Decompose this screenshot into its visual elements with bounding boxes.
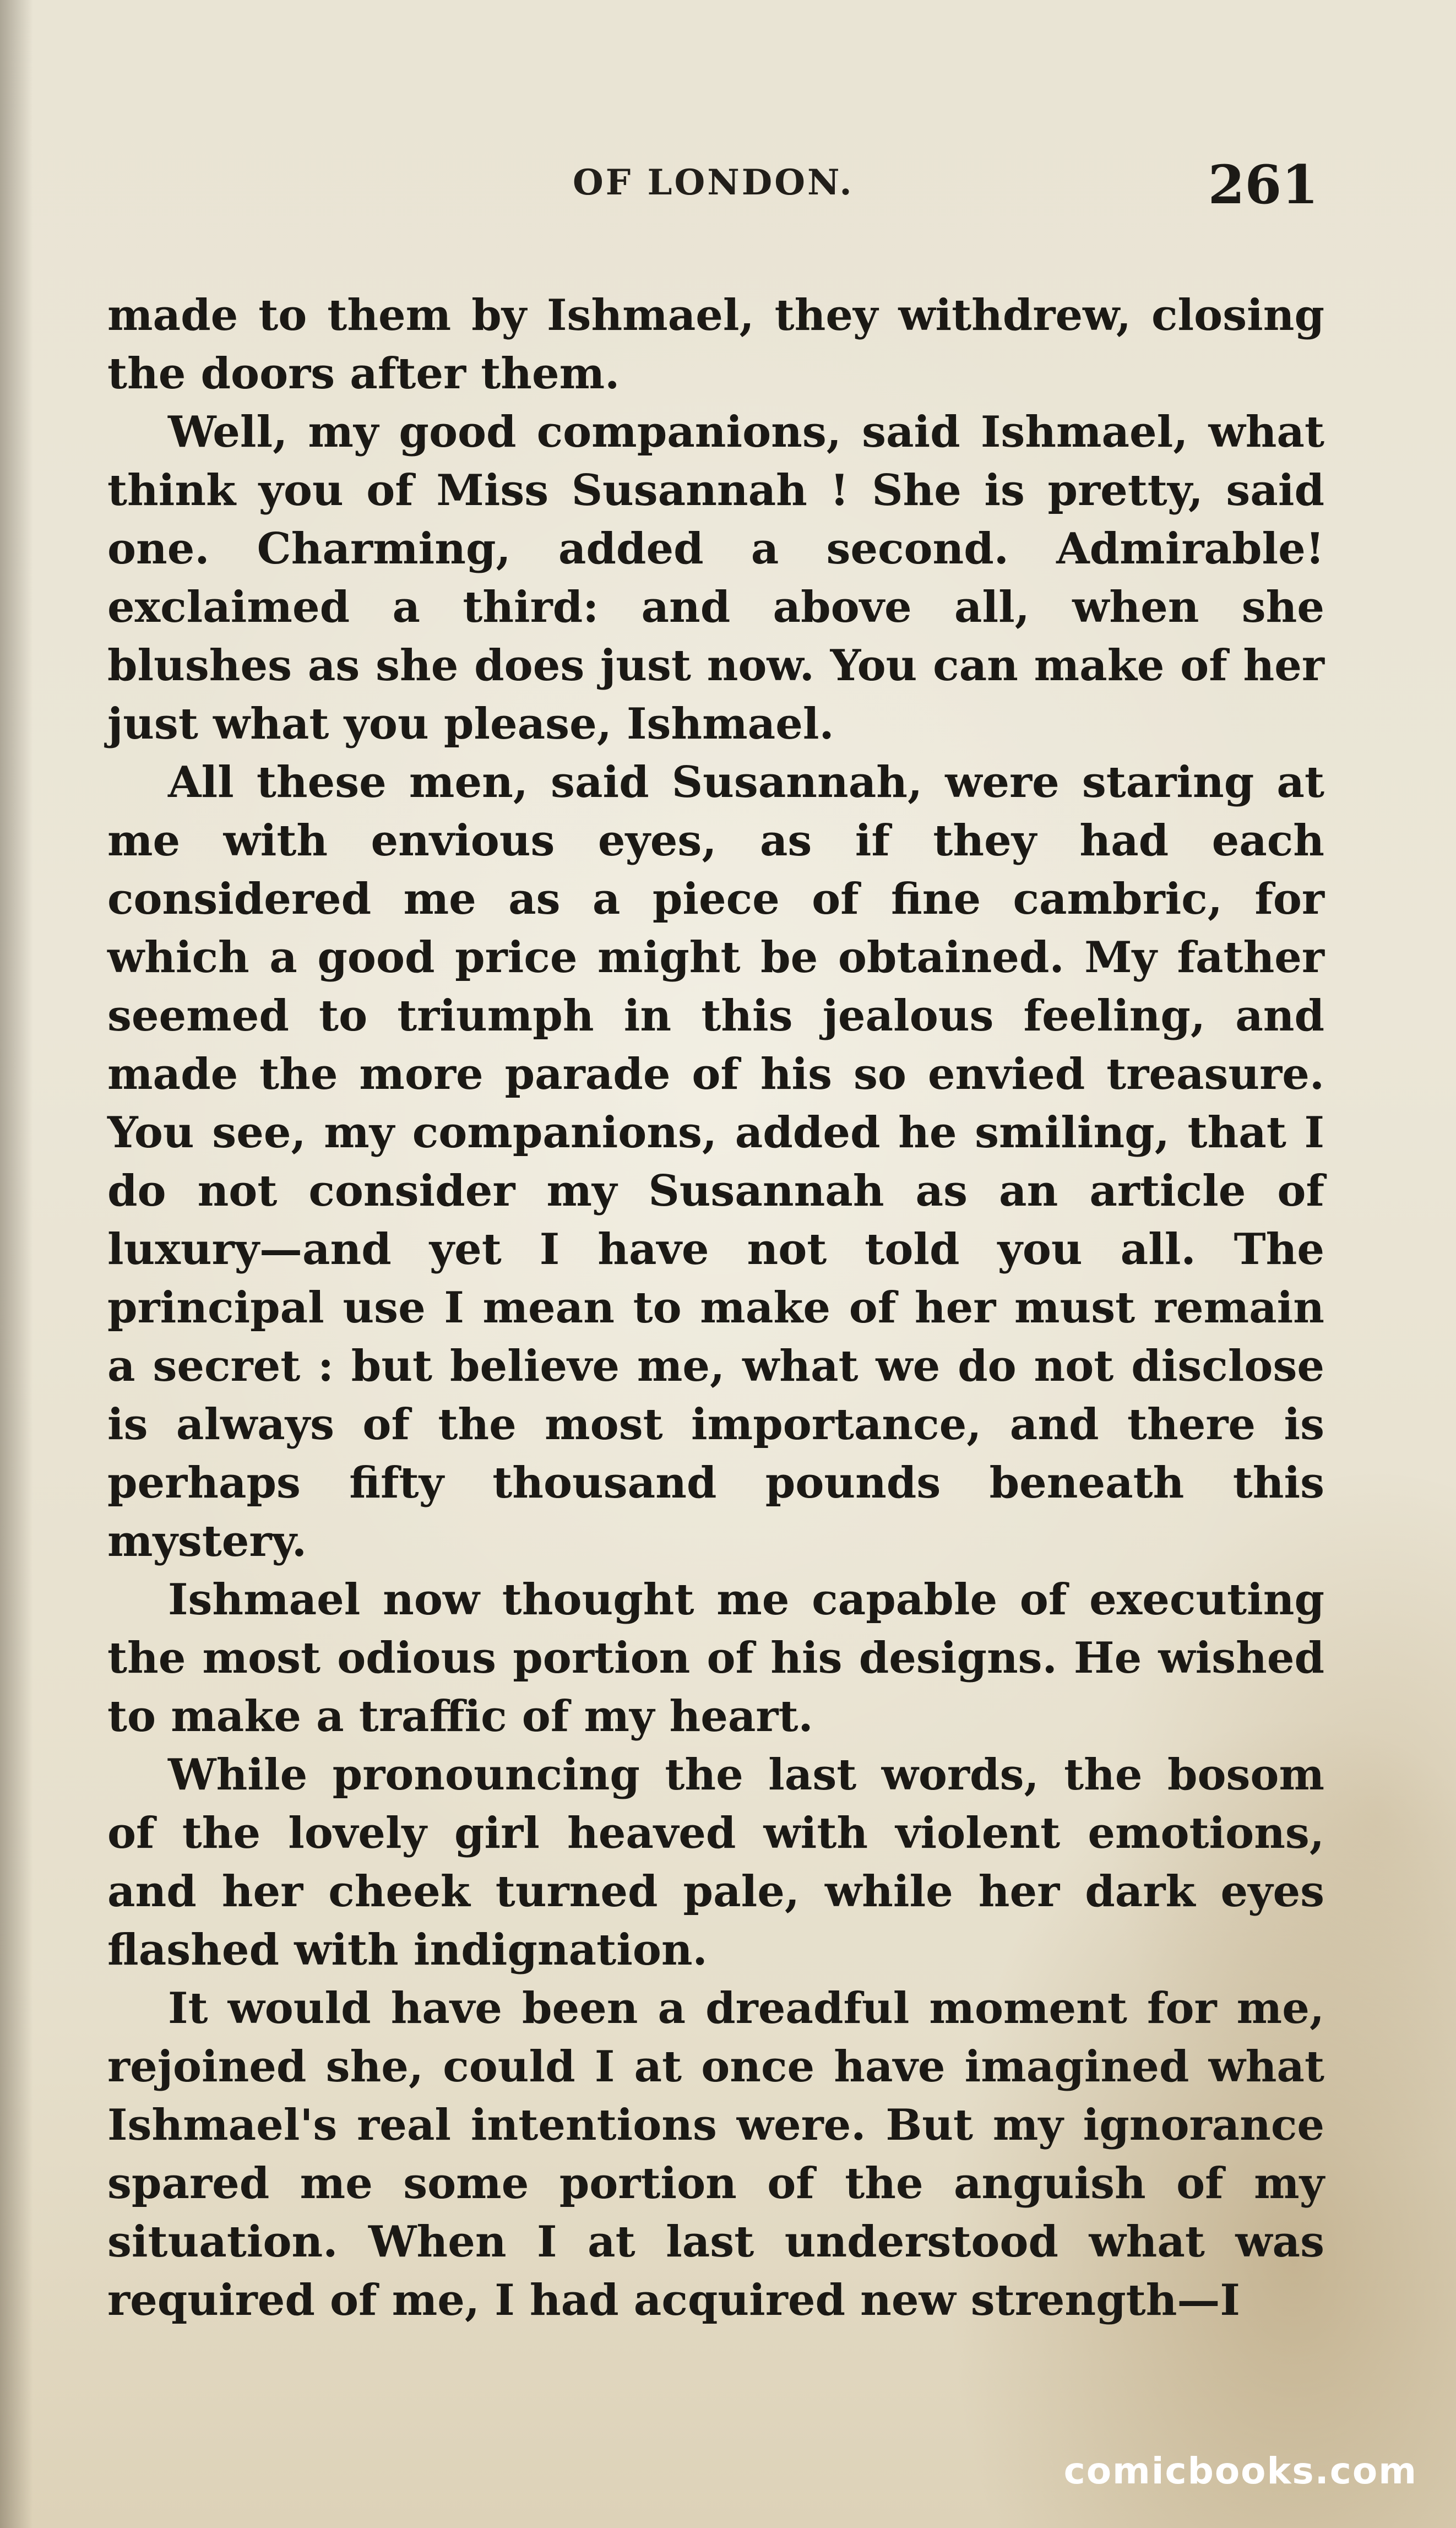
paragraph: All these men, said Susannah, were staring at me with envious eyes, as if they had each considered me as a piece of fine cambric, for which a good price might be obtained. My father seemed to triumph in this jealous feeling, and made the more parade of his so envied treasure. You see, my companions, added he smiling, that I do not consider my Susannah as an article of luxury—and yet I have not told you all. The principal use I mean to make of her must remain a secret : but believe me, what we do not disclose is always of the most importance, and there is perhaps fifty thousand pounds beneath this mystery.: [107, 757, 1324, 1566]
running-head: OF LONDON.: [573, 162, 854, 203]
paragraph: Well, my good companions, said Ishmael, what think you of Miss Susannah ! She is pretty, said one. Charming, added a second. Admirable! exclaimed a third: and above all, when she blushes as she does just now. You can make of her just what you please, Ishmael.: [107, 407, 1324, 749]
page-number: 261: [1208, 154, 1318, 216]
paragraph: Ishmael now thought me capable of executing the most odious portion of his designs. He wished to make a traffic of my heart.: [107, 1575, 1324, 1742]
body-text: [107, 286, 1324, 2330]
paragraph: It would have been a dreadful moment for me, rejoined she, could I at once have imagined what Ishmael's real intentions were. But my ignorance spared me some portion of the anguish of my situation. When I at last understood what was required of me, I had acquired new strength—I: [107, 1983, 1324, 2325]
paragraph: made to them by Ishmael, they withdrew, closing the doors after them.: [107, 290, 1324, 399]
paragraph: While pronouncing the last words, the bosom of the lovely girl heaved with violent emotions, and her cheek turned pale, while her dark eyes flashed with indignation.: [107, 1750, 1324, 1975]
watermark: comicbooks.com: [1063, 2450, 1417, 2492]
